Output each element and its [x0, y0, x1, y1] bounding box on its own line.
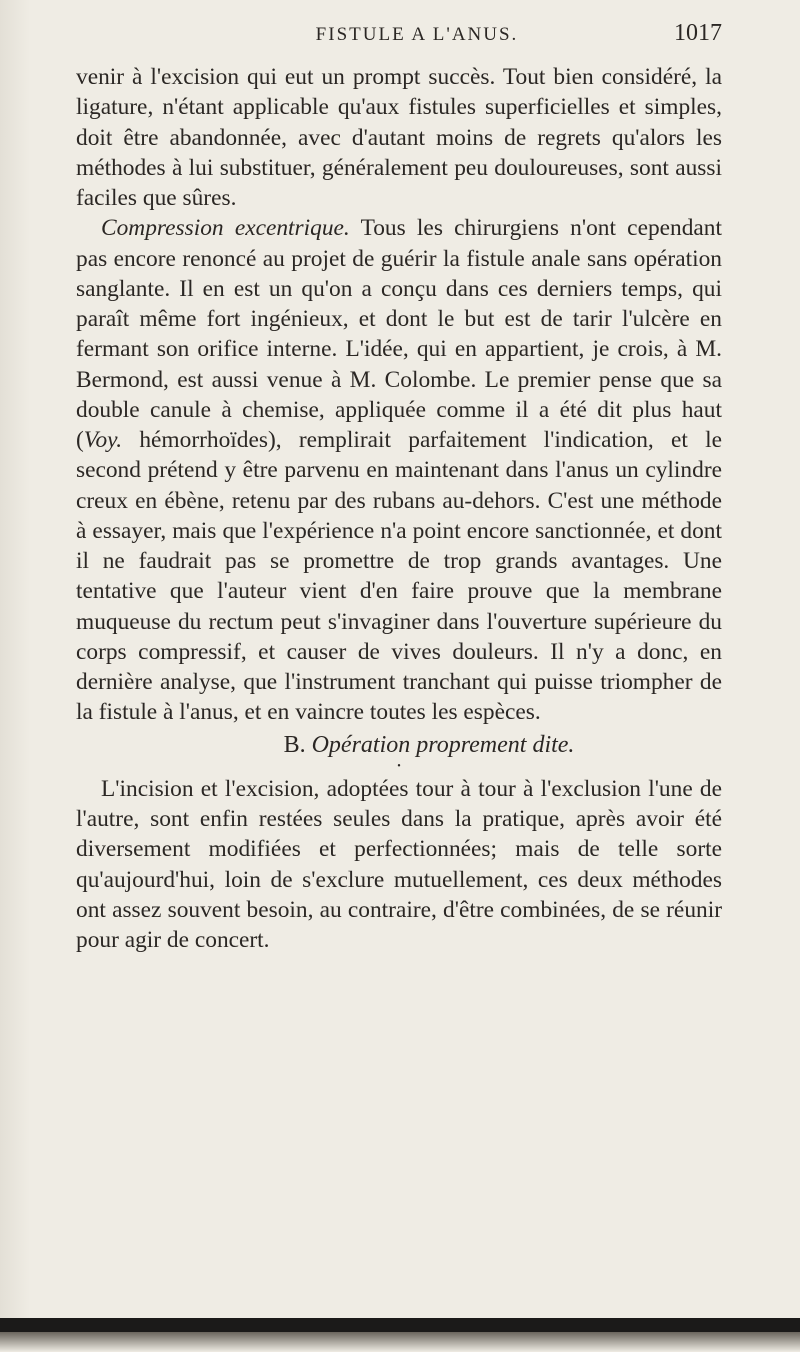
section-letter: B.	[283, 731, 306, 758]
section-heading	[76, 730, 722, 760]
bottom-edge-shadow	[0, 1318, 800, 1332]
running-title: FISTULE A L'ANUS.	[315, 24, 519, 45]
running-head	[112, 20, 722, 52]
paragraph-text: venir à l'excision qui eut un prompt succès. Tout bien considéré, la ligature, n'étant applicable qu'aux fistules superficielles et simples, doit être abandonnée, avec d'autant moins de regrets qu'alors les méthodes à lui substituer, généralement peu douloureuses, sont aussi faciles que sûres.	[76, 64, 722, 211]
paragraph-text: Tous les chirurgiens n'ont cependant pas encore renoncé au projet de guérir la fistule anale sans opération sanglante. Il en est un qu'on a conçu dans ces derniers temps, qui paraît même fort ingénieux, et dont le but est de tarir l'ulcère en fermant son orifice interne. L'idée, qui en appartient, je crois, à M. Bermond, est aussi venue à M. Colombe. Le premier pense que sa double canule à chemise, appliquée comme il a été dit plus haut (	[76, 215, 722, 453]
section-mark: •	[397, 760, 401, 772]
bottom-edge-fade	[0, 1332, 800, 1352]
body-text	[76, 62, 722, 955]
cross-reference: Voy.	[83, 427, 123, 453]
paragraph-heading: Compression excentrique.	[101, 215, 350, 242]
paragraph-excision	[76, 62, 722, 213]
paragraph-compression	[76, 213, 722, 727]
paragraph-text: L'incision et l'excision, adoptées tour à tour à l'exclusion l'une de l'autre, sont enfin restées seules dans la pratique, après avoir été diversement modifiées et perfectionnées; mais de telle sorte qu'aujourd'hui, loin de s'exclure mutuellement, ces deux méthodes ont assez souvent besoin, au contraire, d'être combinées, de se réunir pour agir de concert.	[76, 775, 722, 953]
section-title: Opération proprement dite.	[311, 731, 575, 758]
paragraph-text: hémorrhoïdes), remplirait parfaitement l'indication, et le second prétend y être parvenu en maintenant dans l'anus un cylindre creux en ébène, retenu par des rubans au-dehors. C'est une méthode à essayer, mais que l'expérience n'a point encore sanctionnée, et dont il ne faudrait pas se promettre de trop grands avantages. Une tentative que l'auteur vient d'en faire prouve que la membrane muqueuse du rectum peut s'invaginer dans l'ouverture supérieure du corps compressif, et causer de vives douleurs. Il n'y a donc, en dernière analyse, que l'instrument tranchant qui puisse triompher de la fistule à l'anus, et en vaincre toutes les espèces.	[76, 427, 722, 726]
paragraph-operation	[76, 774, 722, 956]
page-number: 1017	[674, 20, 722, 46]
